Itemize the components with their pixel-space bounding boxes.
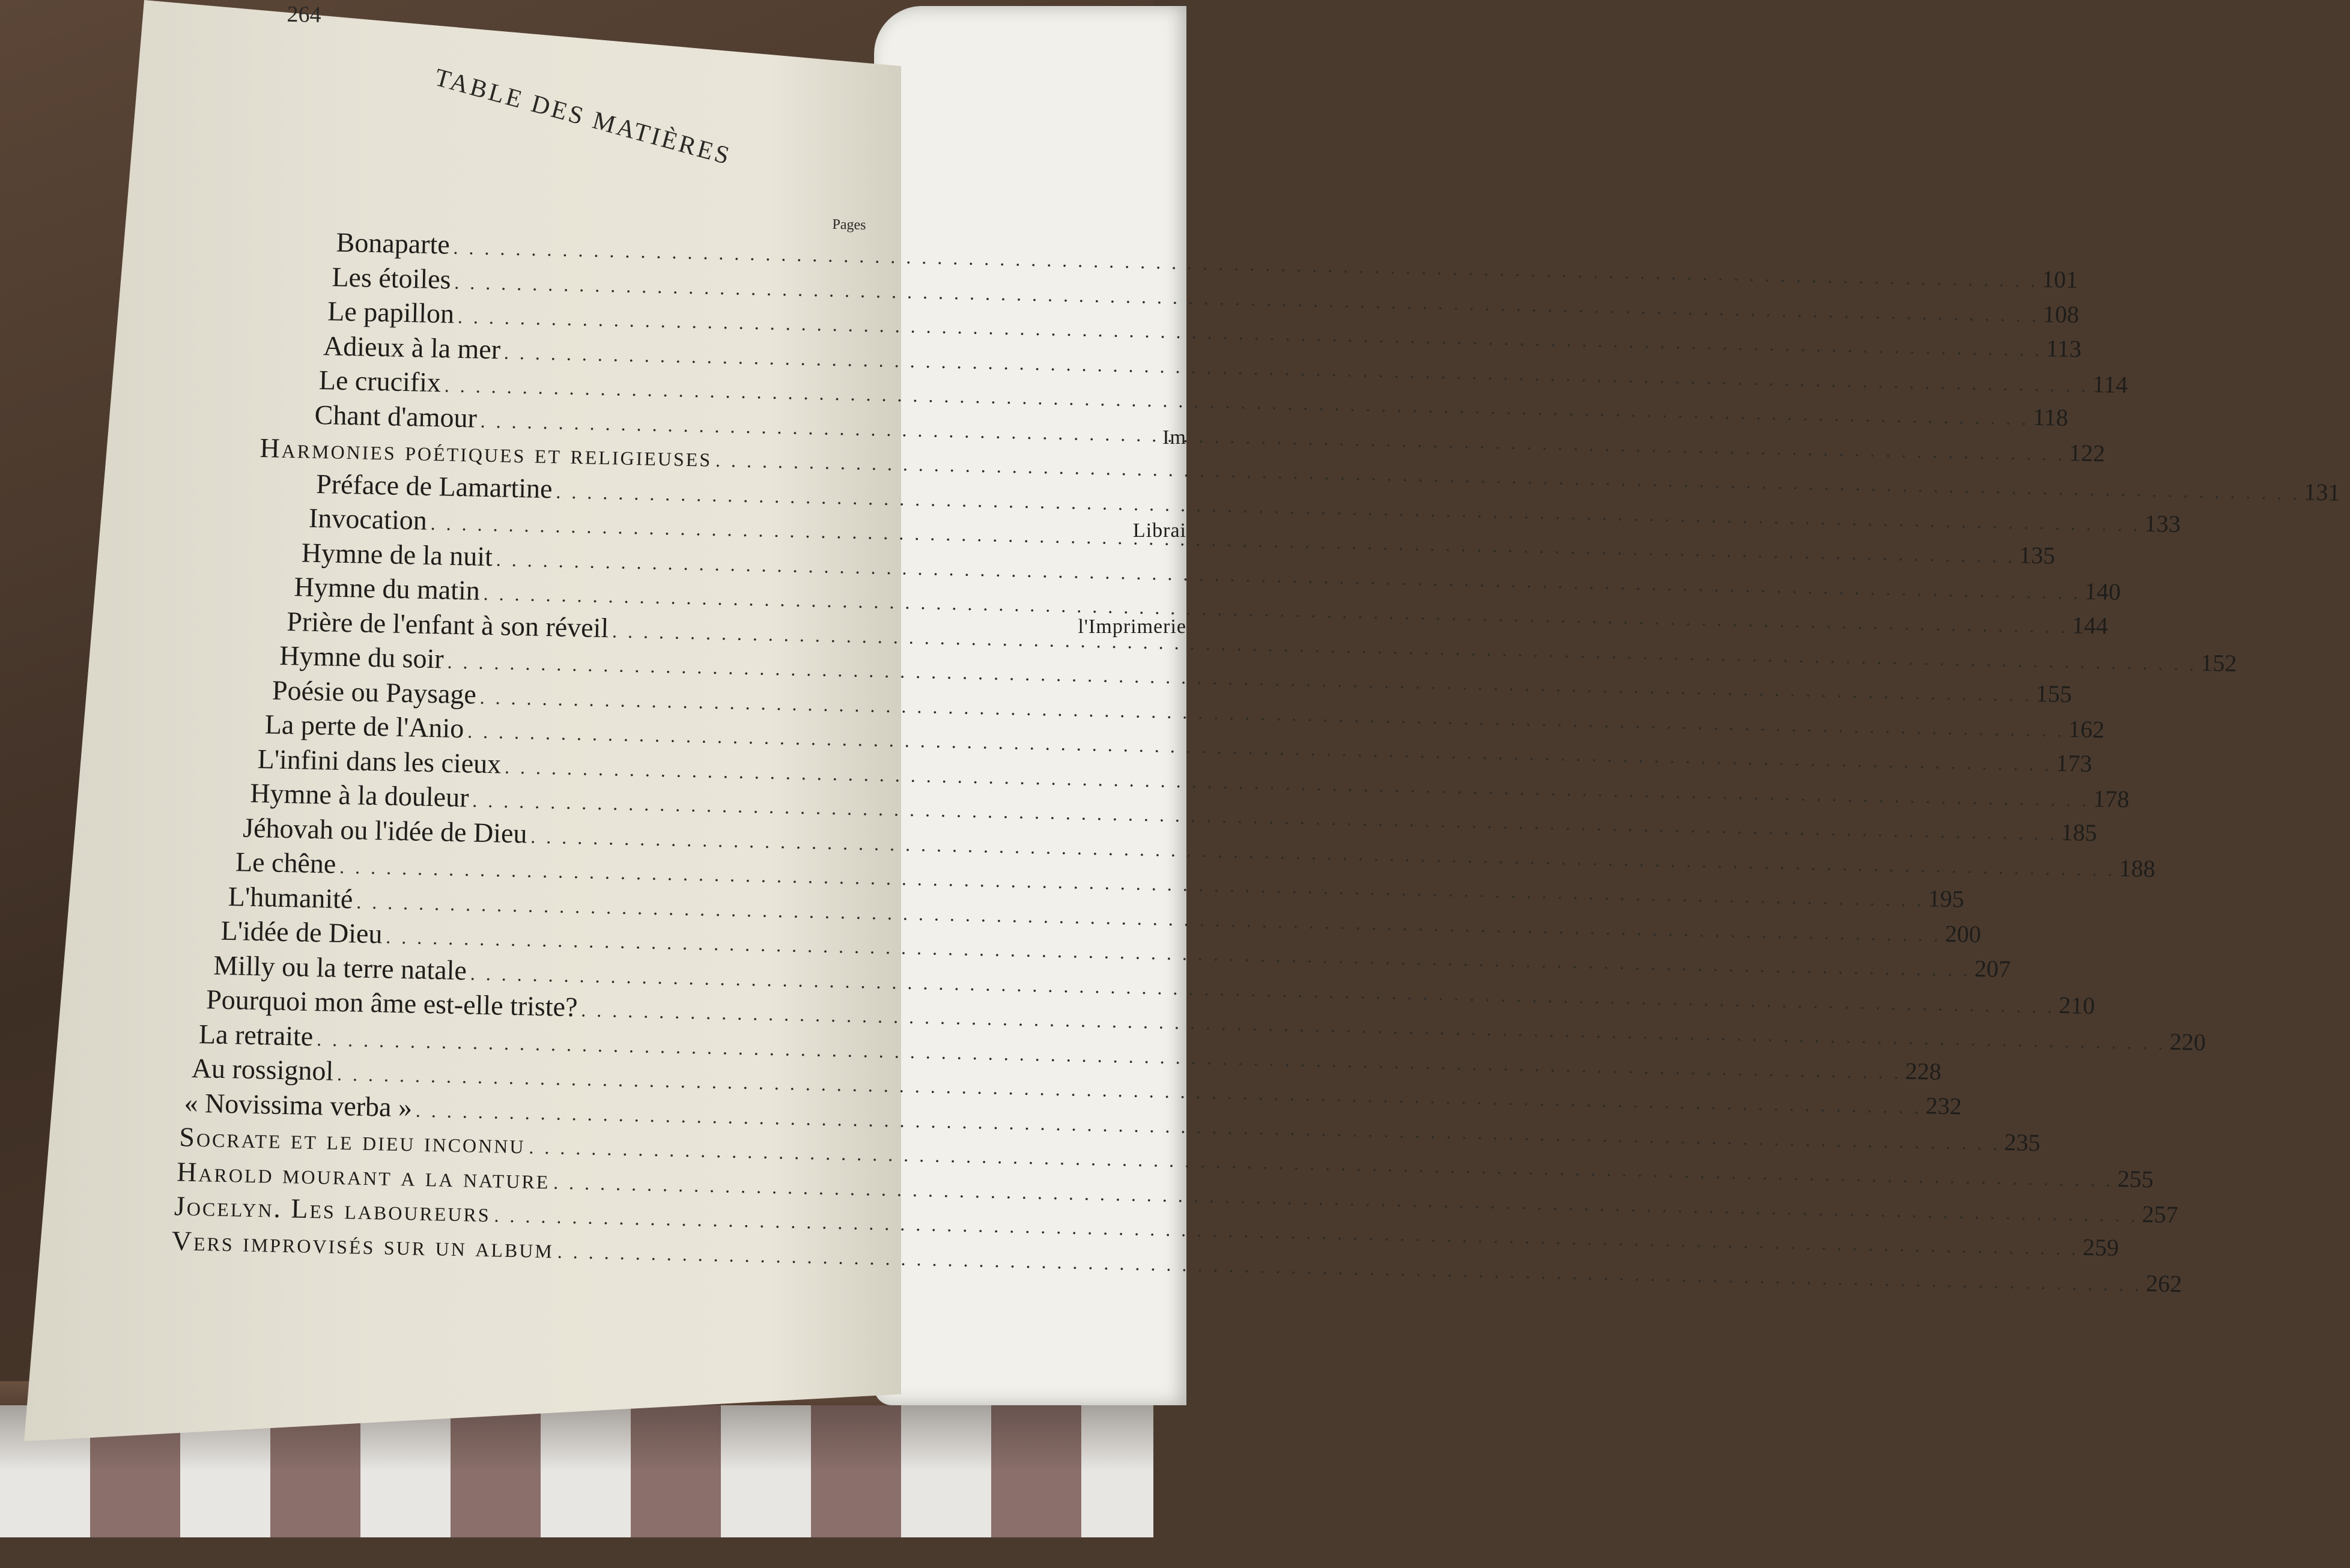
- toc-entry-title: Le papillon: [327, 295, 455, 329]
- toc-entry-title: L'infini dans les cieux: [257, 743, 502, 779]
- page-number: 264: [287, 1, 322, 28]
- toc-entry-page: 257: [2142, 1200, 2179, 1228]
- toc-entry-title: Harmonies poétiques et religieuses: [260, 432, 712, 473]
- toc-entry-page: 114: [2092, 370, 2128, 398]
- toc-entry-title: Chant d'amour: [314, 399, 478, 434]
- toc-entry-page: 133: [2144, 509, 2181, 537]
- toc-entry-title: Prière de l'enfant à son réveil: [286, 605, 609, 643]
- toc-entry-page: 188: [2119, 854, 2156, 882]
- toc-entry-page: 210: [2058, 991, 2095, 1019]
- toc-entry-page: 259: [2082, 1233, 2119, 1262]
- toc-entry-title: Invocation: [308, 502, 428, 536]
- toc-entry-title: Le crucifix: [318, 365, 442, 398]
- toc-entry-page: 178: [2093, 784, 2130, 813]
- toc-entry-title: Milly ou la terre natale: [213, 949, 467, 985]
- toc-entry-page: 262: [2145, 1269, 2182, 1297]
- running-title: TABLE DES MATIÈRES: [431, 64, 735, 171]
- toc-entry-page: 220: [2169, 1028, 2206, 1056]
- toc-entry-title: L'humanité: [228, 880, 353, 914]
- toc-entry-title: L'idée de Dieu: [220, 915, 383, 949]
- pages-column-label: Pages: [832, 216, 866, 234]
- toc-entry-title: Jocelyn. Les laboureurs: [174, 1190, 491, 1228]
- toc-entry-title: Au rossignol: [191, 1052, 334, 1086]
- toc-entry-title: La perte de l'Anio: [264, 709, 464, 744]
- toc-entry-page: 235: [2003, 1128, 2041, 1156]
- toc-entry-page: 255: [2117, 1165, 2154, 1193]
- toc-entry-title: Bonaparte: [336, 226, 451, 260]
- toc-entry-page: 113: [2045, 334, 2082, 363]
- right-page-line: Im: [1162, 426, 1186, 449]
- toc-entry-page: 101: [2041, 265, 2078, 294]
- toc-entry-page: 140: [2084, 577, 2121, 605]
- toc-entry-page: 131: [2304, 478, 2341, 506]
- toc-entry-title: Pourquoi mon âme est-elle triste?: [205, 984, 578, 1023]
- toc-entry-page: 185: [2060, 818, 2098, 847]
- toc-entry-title: Vers improvisés sur un album: [171, 1224, 554, 1264]
- toc-entry-title: Hymne du soir: [279, 640, 445, 674]
- toc-entry-title: « Novissima verba »: [184, 1087, 413, 1123]
- toc-entry-title: Hymne à la douleur: [249, 777, 470, 813]
- toc-entry-title: Jéhovah ou l'idée de Dieu: [242, 812, 527, 849]
- toc-entry-page: 228: [1905, 1057, 1942, 1085]
- right-page-line: l'Imprimerie: [1078, 616, 1186, 638]
- toc-entry-title: Préface de Lamartine: [315, 468, 553, 504]
- toc-entry-title: Le chêne: [235, 846, 336, 879]
- toc-entry-page: 144: [2071, 611, 2109, 640]
- toc-entry-page: 207: [1974, 954, 2011, 983]
- toc-entry-page: 173: [2056, 749, 2093, 777]
- toc-entry-page: 195: [1928, 885, 1965, 913]
- toc-entry-title: Adieux à la mer: [323, 330, 501, 365]
- toc-entry-page: 108: [2042, 300, 2080, 328]
- toc-entry-title: La retraite: [198, 1018, 314, 1052]
- toc-entry-title: Les étoiles: [332, 261, 452, 295]
- toc-entry-title: Hymne du matin: [294, 571, 481, 606]
- toc-entry-title: Harold mourant a la nature: [176, 1155, 550, 1194]
- toc-entry-page: 122: [2068, 438, 2106, 467]
- right-page-line: Librai: [1132, 519, 1186, 542]
- toc-entry-page: 135: [2018, 541, 2056, 569]
- toc-entry-page: 155: [2035, 679, 2072, 708]
- toc-entry-title: Poésie ou Paysage: [272, 674, 477, 710]
- toc-entry-page: 232: [1925, 1092, 1963, 1120]
- toc-entry-page: 118: [2032, 403, 2069, 432]
- toc-entry-title: Hymne de la nuit: [301, 536, 493, 572]
- toc-entry-page: 162: [2068, 715, 2105, 743]
- toc-entry-page: 152: [2200, 649, 2238, 677]
- toc-entry-page: 200: [1945, 919, 1982, 948]
- toc-entry-title: Socrate et le dieu inconnu: [178, 1121, 526, 1160]
